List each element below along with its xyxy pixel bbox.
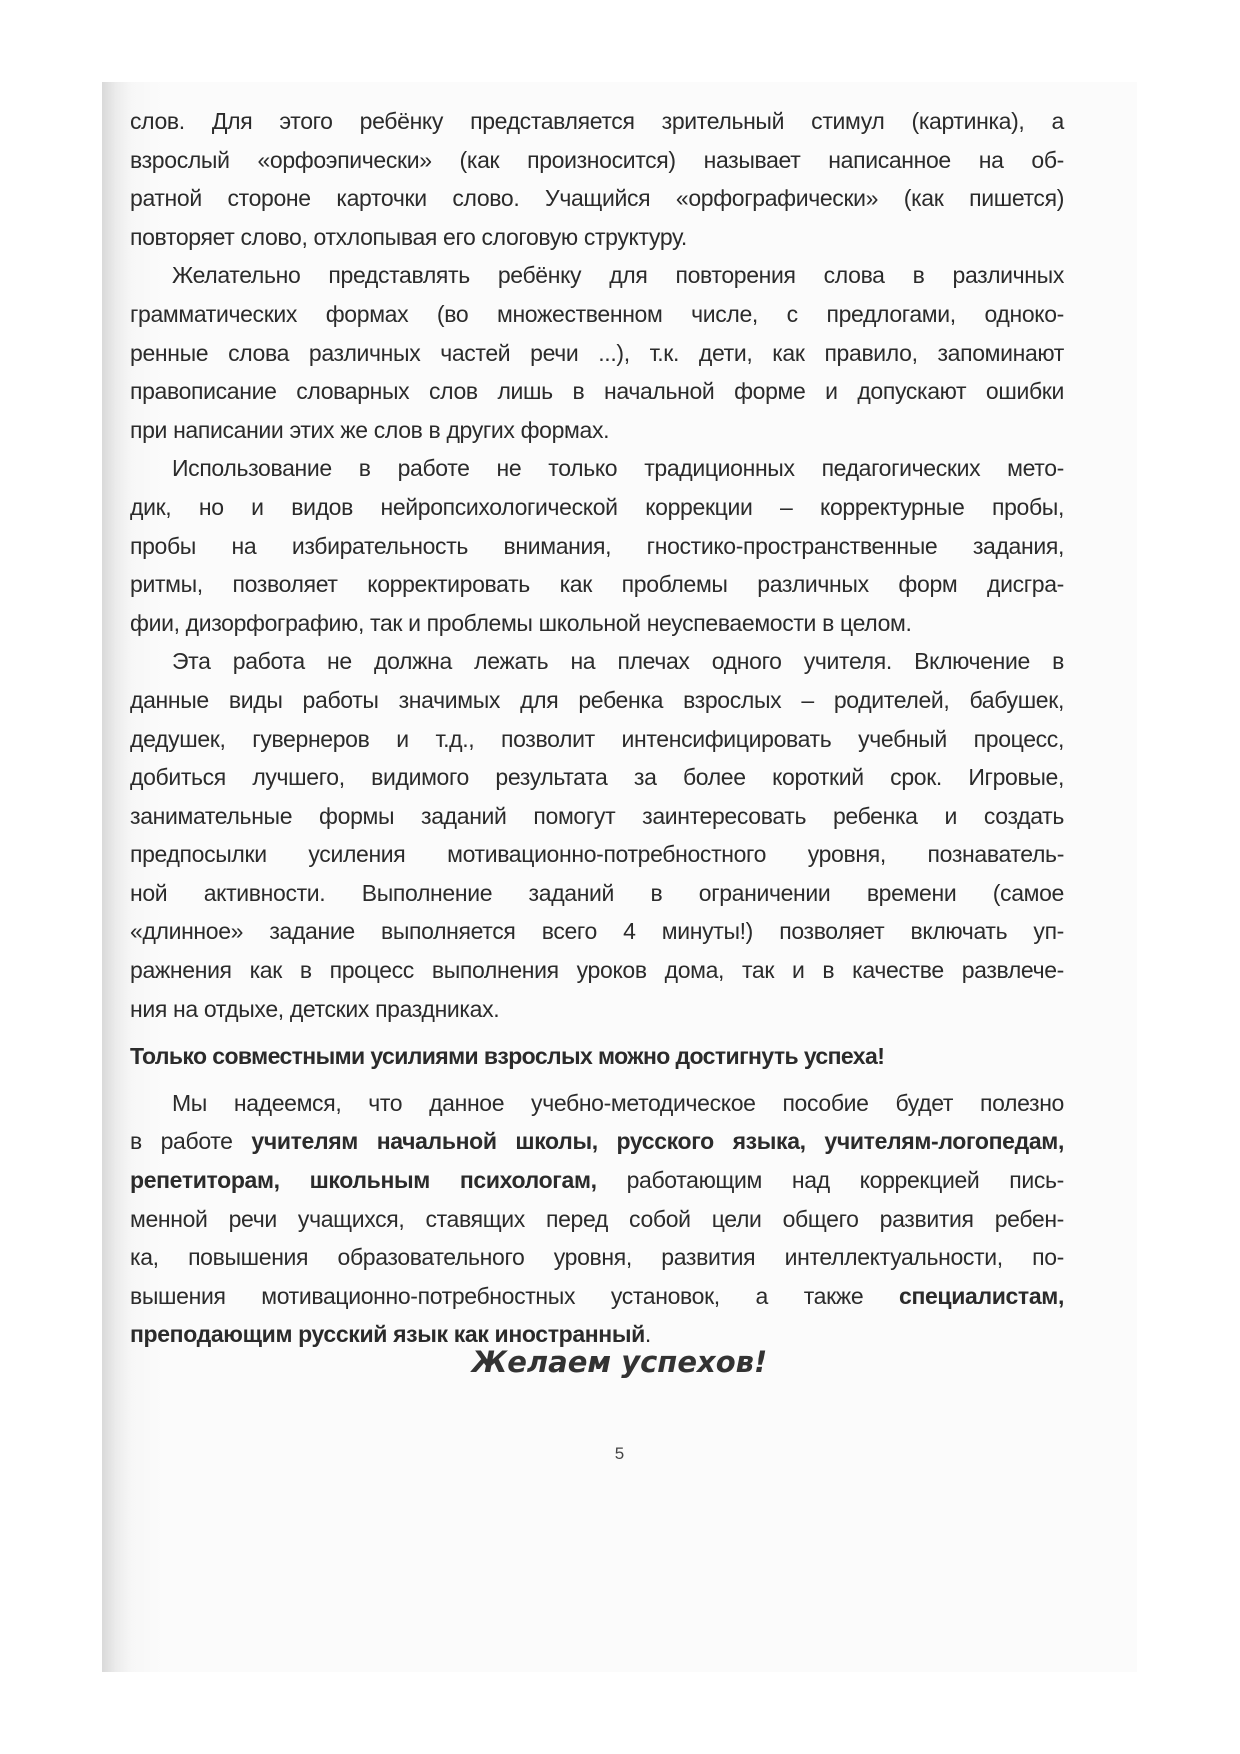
text-line: Использование в работе не только традиционных педагогических мето- [172, 455, 1064, 482]
text-line: при написании этих же слов в других формах. [130, 416, 610, 443]
text-run: в работе [130, 1128, 252, 1155]
body-text [130, 102, 1064, 1354]
text-line: Желательно представлять ребёнку для повторения слова в различных [172, 262, 1064, 289]
text-line: занимательные формы заданий помогут заинтересовать ребенка и создать [130, 802, 1064, 829]
page-number: 5 [614, 1444, 625, 1463]
audience-bold: учителям начальной школы, русского языка, учителям-логопедам, [251, 1128, 1064, 1155]
text-line: грамматических формах (во множественном числе, с предлогами, одноко- [130, 300, 1064, 327]
paragraph-3 [130, 449, 1064, 642]
audience-bold: преподающим русский язык как иностранный [130, 1321, 645, 1348]
paragraph-4 [130, 642, 1064, 1028]
text-line: правописание словарных слов лишь в начальной форме и допускают ошибки [130, 378, 1064, 405]
closing-wish: Желаем успехов! [471, 1345, 768, 1379]
closing-paragraph [130, 1084, 1064, 1354]
text-line [130, 1277, 1064, 1316]
text-line: повторяет слово, отхлопывая его слоговую структуру. [130, 223, 687, 250]
text-line: взрослый «орфоэпически» (как произносится) называет написанное на об- [130, 146, 1064, 173]
text-line: добиться лучшего, видимого результата за более короткий срок. Игровые, [130, 764, 1064, 791]
text-line: слов. Для этого ребёнку представляется зрительный стимул (картинка), а [130, 108, 1064, 134]
text-line: ной активности. Выполнение заданий в ограничении времени (самое [130, 879, 1064, 906]
text-run: вышения мотивационно-потребностных установок, а также [130, 1282, 899, 1309]
text-line: ритмы, позволяет корректировать как проблемы различных форм дисгра- [130, 571, 1064, 598]
audience-bold: репетиторам, школьным психологам, [130, 1167, 597, 1194]
text-line [130, 1122, 1064, 1161]
text-line: ратной стороне карточки слово. Учащийся «орфографически» (как пишется) [130, 185, 1064, 212]
paragraph-1 [130, 102, 1064, 256]
text-line: ренные слова различных частей речи ...), т.к. дети, как правило, запоминают [130, 339, 1064, 366]
scanned-page [102, 82, 1137, 1672]
text-line: пробы на избирательность внимания, гностико-пространственные задания, [130, 532, 1064, 559]
text-line: ния на отдыхе, детских праздниках. [130, 995, 500, 1022]
text-line: дедушек, гувернеров и т.д., позволит интенсифицировать учебный процесс, [130, 725, 1064, 752]
text-line: фии, дизорфографию, так и проблемы школьной неуспеваемости в целом. [130, 609, 912, 636]
paragraph-2 [130, 256, 1064, 449]
text-line: данные виды работы значимых для ребенка взрослых – родителей, бабушек, [130, 686, 1064, 713]
text-line: ка, повышения образовательного уровня, развития интеллектуальности, по- [130, 1244, 1064, 1271]
text-run: . [644, 1321, 651, 1348]
slogan-heading: Только совместными усилиями взрослых можно достигнуть успеха! [130, 1043, 885, 1070]
text-line: Мы надеемся, что данное учебно-методическое пособие будет полезно [172, 1089, 1064, 1116]
text-line: Эта работа не должна лежать на плечах одного учителя. Включение в [172, 648, 1064, 675]
text-line [130, 1161, 1064, 1200]
text-line: дик, но и видов нейропсихологической коррекции – корректурные пробы, [130, 493, 1064, 520]
text-line: «длинное» задание выполняется всего 4 минуты!) позволяет включать уп- [130, 918, 1064, 945]
text-line: ражнения как в процесс выполнения уроков дома, так и в качестве развлече- [130, 957, 1064, 984]
audience-bold: специалистам, [899, 1282, 1064, 1309]
text-line: предпосылки усиления мотивационно-потребностного уровня, познаватель- [130, 841, 1064, 868]
text-run: работающим над коррекцией пись- [596, 1167, 1064, 1194]
text-line: менной речи учащихся, ставящих перед собой цели общего развития ребен- [130, 1205, 1064, 1232]
